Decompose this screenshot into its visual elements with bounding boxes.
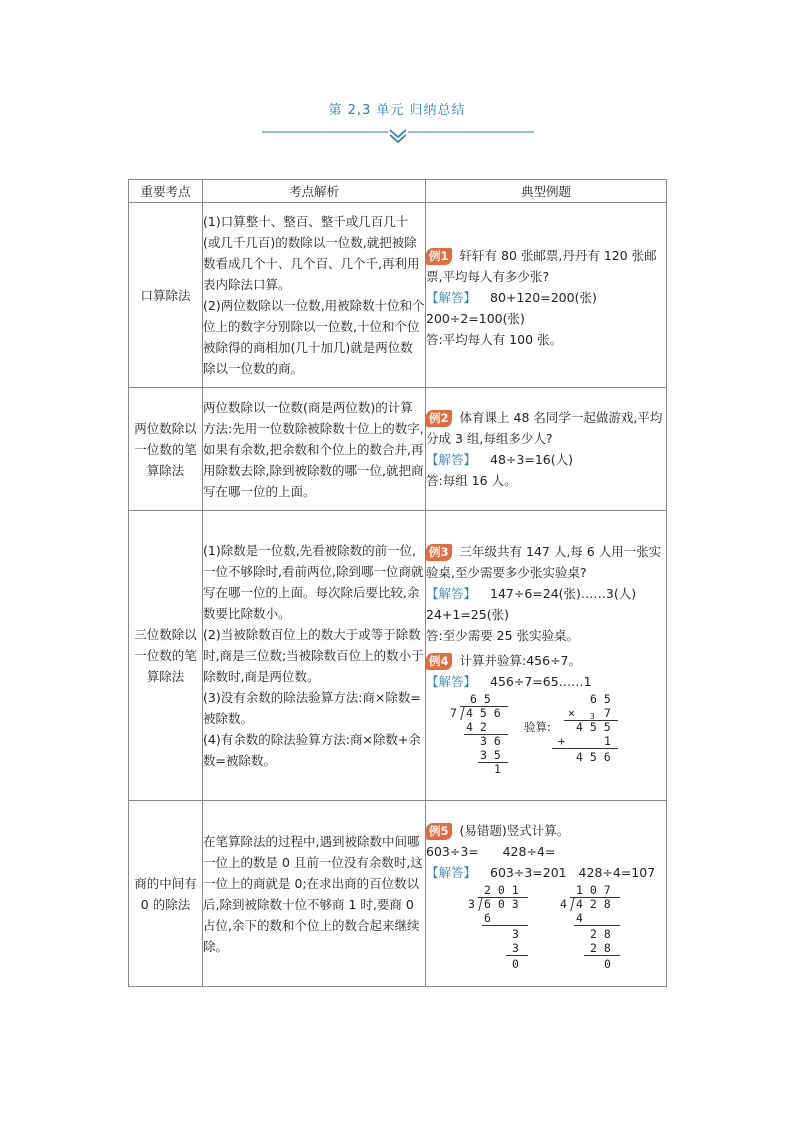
key-point: 口算除法	[129, 203, 203, 388]
divisor: 7	[450, 706, 457, 720]
summary-table	[128, 179, 667, 987]
problems: 603÷3= 428÷4=	[426, 844, 556, 859]
key-point: 两位数除以一位数的笔算除法	[129, 388, 203, 511]
table-row	[129, 203, 667, 388]
answer-label: 【解答】	[426, 289, 477, 305]
remainder: 0	[512, 957, 519, 971]
analysis-paragraph: (3)没有余数的除法验算方法:商×除数=被除数。	[203, 690, 421, 726]
answer-line: 603÷3=201 428÷4=107	[490, 865, 656, 880]
step: 4	[576, 911, 583, 925]
answer-line: 456÷7=65……1	[490, 674, 592, 689]
dividend: 6 0 3	[484, 897, 519, 911]
example-cell	[426, 203, 667, 388]
step: 3 6	[480, 734, 501, 748]
check-multiplicand: 6 5	[590, 692, 611, 706]
example-tag: 例1	[426, 248, 452, 265]
answer-line: 答:每组 16 人。	[426, 473, 517, 488]
analysis-cell	[203, 203, 426, 388]
answer-line: 80+120=200(张)	[490, 289, 597, 305]
analysis-paragraph: (1)口算整十、整百、整千或几百几十(或几千几百)的数除以一位数,就把被除数看成几个十、几个百、几个千,再利用表内除法口算。	[203, 214, 420, 292]
analysis-paragraph: (4)有余数的除法验算方法:商×除数+余数=被除数。	[203, 732, 421, 768]
long-division-456-7	[426, 692, 666, 776]
step: 3	[512, 927, 519, 941]
check-multiplier: 7	[604, 706, 611, 720]
dividend: 4 5 6	[466, 706, 501, 720]
analysis-cell	[203, 388, 426, 511]
table-row	[129, 388, 667, 511]
divisor: 4	[560, 897, 567, 911]
example-question: 计算并验算:456÷7。	[459, 653, 582, 668]
divisor: 3	[468, 897, 475, 911]
title-divider	[262, 128, 534, 144]
example-cell	[426, 388, 667, 511]
example-tag: 例4	[426, 653, 452, 670]
example-question: 体育课上 48 名同学一起做游戏,平均分成 3 组,每组多少人?	[426, 410, 663, 446]
key-point: 商的中间有 0 的除法	[129, 801, 203, 987]
analysis-paragraph: 两位数除以一位数(商是两位数)的计算方法:先用一位数除被除数十位上的数字,如果有余数,把余数和个位上的数合并,再用除数去除,除到被除数的哪一位,就把商写在哪一位的上面。	[203, 399, 424, 499]
step: 3 5	[480, 748, 501, 762]
answer-line: 24+1=25(张)	[426, 607, 509, 622]
table-row	[129, 511, 667, 801]
plus-sign: +	[558, 734, 565, 748]
long-division-pair	[426, 883, 666, 971]
analysis-cell	[203, 801, 426, 987]
answer-label: 【解答】	[426, 865, 477, 880]
example-question: (易错题)竖式计算。	[459, 823, 570, 838]
example-cell	[426, 801, 667, 987]
column-header: 考点解析	[203, 180, 426, 203]
answer-label: 【解答】	[426, 674, 477, 689]
remainder: 0	[604, 957, 611, 971]
answer-line: 48÷3=16(人)	[490, 452, 573, 467]
step: 2 8	[590, 941, 611, 955]
example-cell	[426, 511, 667, 801]
analysis-cell	[203, 511, 426, 801]
analysis-paragraph: (2)当被除数百位上的数大于或等于除数时,商是三位数;当被除数百位上的数小于除数时,商是两位数。	[203, 627, 424, 684]
check-remainder: 1	[604, 734, 611, 748]
example-tag: 例2	[426, 410, 452, 427]
quotient: 1 0 7	[576, 883, 611, 897]
check-product: 4 5 5	[576, 720, 611, 734]
example-question: 三年级共有 147 人,每 6 人用一张实验桌,至少需要多少张实验桌?	[426, 544, 662, 580]
key-point: 三位数除以一位数的笔算除法	[129, 511, 203, 801]
check-label: 验算:	[524, 720, 551, 734]
example-tag: 例3	[426, 544, 452, 561]
example-tag: 例5	[426, 823, 452, 840]
carry-digit: 3	[590, 712, 595, 721]
example-question: 轩轩有 80 张邮票,丹丹有 120 张邮票,平均每人有多少张?	[426, 247, 657, 284]
table-header-row	[129, 180, 667, 203]
analysis-paragraph: (1)除数是一位数,先看被除数的前一位,一位不够除时,看前两位,除到哪一位商就写在哪一位的上面。每次除后要比较,余数要比除数小。	[203, 543, 424, 621]
dividend: 4 2 8	[576, 897, 611, 911]
answer-line: 答:平均每人有 100 张。	[426, 331, 563, 347]
quotient: 2 0 1	[484, 883, 519, 897]
step: 6	[484, 911, 491, 925]
page-title: 第 2,3 单元 归纳总结	[328, 103, 466, 118]
analysis-paragraph: (2)两位数除以一位数,用被除数十位和个位上的数字分别除以一位数,十位和个位被除得的商相加(几十加几)就是两位数除以一位数的商。	[203, 298, 425, 376]
analysis-paragraph: 在笔算除法的过程中,遇到被除数中间哪一位上的数是 0 且前一位没有余数时,这一位上的商就是 0;在求出商的百位数以后,除到被除数十位不够商 1 时,要商 0 占位,余下的数和个位上的数合起来继续除。	[203, 833, 423, 954]
column-header: 重要考点	[129, 180, 203, 203]
answer-line: 200÷2=100(张)	[426, 310, 525, 326]
quotient: 6 5	[470, 692, 491, 706]
step: 3	[512, 941, 519, 955]
answer-label: 【解答】	[426, 586, 477, 601]
check-sum: 4 5 6	[576, 750, 611, 764]
table-row	[129, 801, 667, 987]
answer-line: 答:至少需要 25 张实验桌。	[426, 628, 580, 643]
times-sign: ×	[568, 706, 575, 720]
step: 2 8	[590, 927, 611, 941]
answer-line: 147÷6=24(张)……3(人)	[490, 586, 637, 601]
column-header: 典型例题	[426, 180, 667, 203]
step: 4 2	[466, 720, 487, 734]
answer-label: 【解答】	[426, 452, 477, 467]
remainder: 1	[494, 762, 501, 776]
